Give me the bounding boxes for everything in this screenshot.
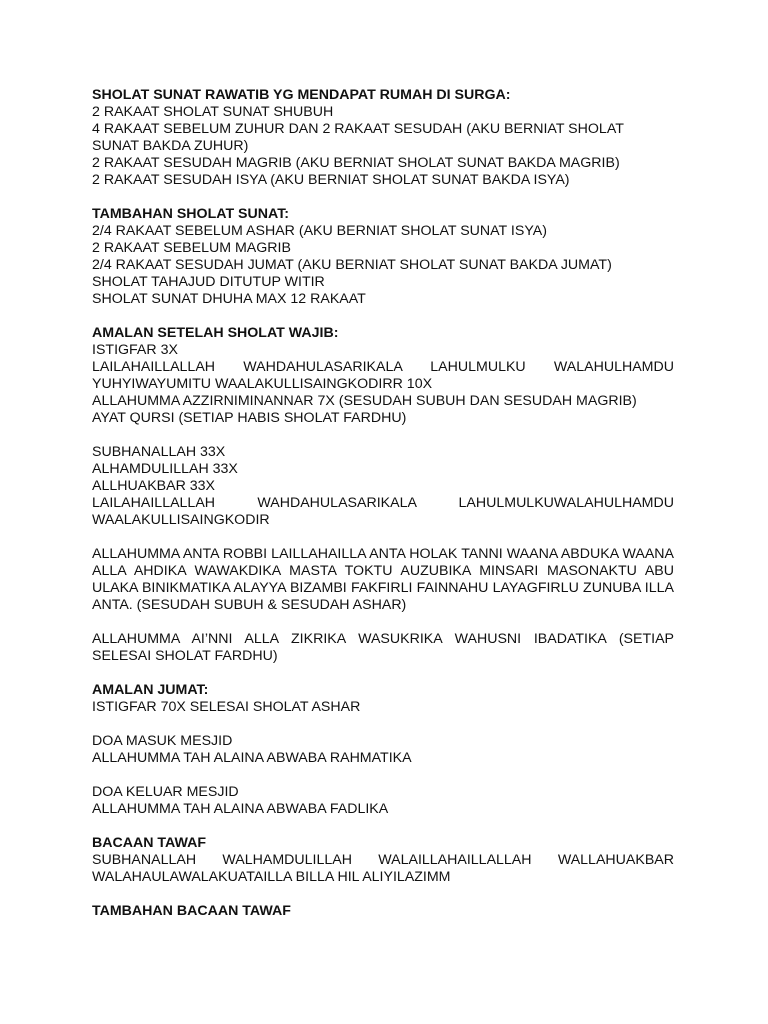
text-line: ALLHUAKBAR 33X	[92, 478, 216, 494]
text-line: SHOLAT SUNAT DHUHA MAX 12 RAKAAT	[92, 291, 366, 307]
spacer	[92, 767, 674, 784]
spacer	[92, 614, 674, 631]
spacer	[92, 886, 674, 903]
text-line: SUBHANALLAH 33X	[92, 444, 226, 460]
spacer	[92, 308, 674, 325]
spacer	[92, 427, 674, 444]
heading-amalan-wajib: AMALAN SETELAH SHOLAT WAJIB:	[92, 325, 339, 341]
heading-rawatib: SHOLAT SUNAT RAWATIB YG MENDAPAT RUMAH DI SURGA:	[92, 87, 511, 103]
doa-masuk-text: ALLAHUMMA TAH ALAINA ABWABA RAHMATIKA	[92, 750, 412, 766]
heading-amalan-jumat: AMALAN JUMAT:	[92, 682, 209, 698]
text-line: 2 RAKAAT SHOLAT SUNAT SHUBUH	[92, 104, 334, 120]
text-line: 2 RAKAAT SESUDAH MAGRIB (AKU BERNIAT SHOLAT SUNAT BAKDA MAGRIB)	[92, 155, 620, 171]
text-line: 2/4 RAKAAT SEBELUM ASHAR (AKU BERNIAT SHOLAT SUNAT ISYA)	[92, 223, 547, 239]
spacer	[92, 716, 674, 733]
paragraph-doa-sayyidul-istighfar: ALLAHUMMA ANTA ROBBI LAILLAHAILLA ANTA HOLAK TANNI WAANA ABDUKA WAANA ALLA AHDIKA WAWAKDIKA MASTA TOKTU AUZUBIKA MINSARI MASONAKTU ABU ULAKA BINIKMATIKA ALAYYA BIZAMBI FAKFIRLI FAINNAHU LAYAGFIRLU ZUNUBA ILLA ANTA. (SESUDAH SUBUH & SESUDAH ASHAR)	[92, 546, 674, 613]
text-line: AYAT QURSI (SETIAP HABIS SHOLAT FARDHU)	[92, 410, 407, 426]
spacer	[92, 529, 674, 546]
doa-keluar-title: DOA KELUAR MESJID	[92, 784, 239, 800]
spacer	[92, 665, 674, 682]
paragraph-bacaan-tawaf: SUBHANALLAH WALHAMDULILLAH WALAILLAHAILLALLAH WALLAHUAKBAR WALAHAULAWALAKUATAILLA BILLA HIL ALIYILAZIMM	[92, 852, 674, 885]
text-line: LAILAHAILLALLAH WAHDAHULASARIKALA LAHULMULKUWALAHULHAMDU WAALAKULLISAINGKODIR	[92, 495, 674, 528]
spacer	[92, 818, 674, 835]
doa-masuk-title: DOA MASUK MESJID	[92, 733, 233, 749]
text-line: 4 RAKAAT SEBELUM ZUHUR DAN 2 RAKAAT SESUDAH (AKU BERNIAT SHOLAT SUNAT BAKDA ZUHUR)	[92, 121, 624, 154]
text-line: ISTIGFAR 70X SELESAI SHOLAT ASHAR	[92, 699, 361, 715]
document-body	[92, 87, 674, 920]
text-line: 2 RAKAAT SEBELUM MAGRIB	[92, 240, 291, 256]
text-line: ALLAHUMMA AZZIRNIMINANNAR 7X (SESUDAH SUBUH DAN SESUDAH MAGRIB)	[92, 393, 637, 409]
heading-tambahan-sholat: TAMBAHAN SHOLAT SUNAT:	[92, 206, 290, 222]
heading-tambahan-tawaf: TAMBAHAN BACAAN TAWAF	[92, 903, 291, 919]
text-line: ALHAMDULILLAH 33X	[92, 461, 238, 477]
doa-keluar-text: ALLAHUMMA TAH ALAINA ABWABA FADLIKA	[92, 801, 389, 817]
spacer	[92, 189, 674, 206]
text-line: SHOLAT TAHAJUD DITUTUP WITIR	[92, 274, 325, 290]
heading-bacaan-tawaf: BACAAN TAWAF	[92, 835, 207, 851]
text-line: ISTIGFAR 3X	[92, 342, 178, 358]
paragraph-doa-fardhu: ALLAHUMMA AI’NNI ALLA ZIKRIKA WASUKRIKA WAHUSNI IBADATIKA (SETIAP SELESAI SHOLAT FARDHU)	[92, 631, 674, 664]
text-line: 2 RAKAAT SESUDAH ISYA (AKU BERNIAT SHOLAT SUNAT BAKDA ISYA)	[92, 172, 570, 188]
text-line: 2/4 RAKAAT SESUDAH JUMAT (AKU BERNIAT SHOLAT SUNAT BAKDA JUMAT)	[92, 257, 612, 273]
text-line: LAILAHAILLALLAH WAHDAHULASARIKALA LAHULMULKU WALAHULHAMDU YUHYIWAYUMITU WAALAKULLISAINGKODIRR 10X	[92, 359, 674, 392]
